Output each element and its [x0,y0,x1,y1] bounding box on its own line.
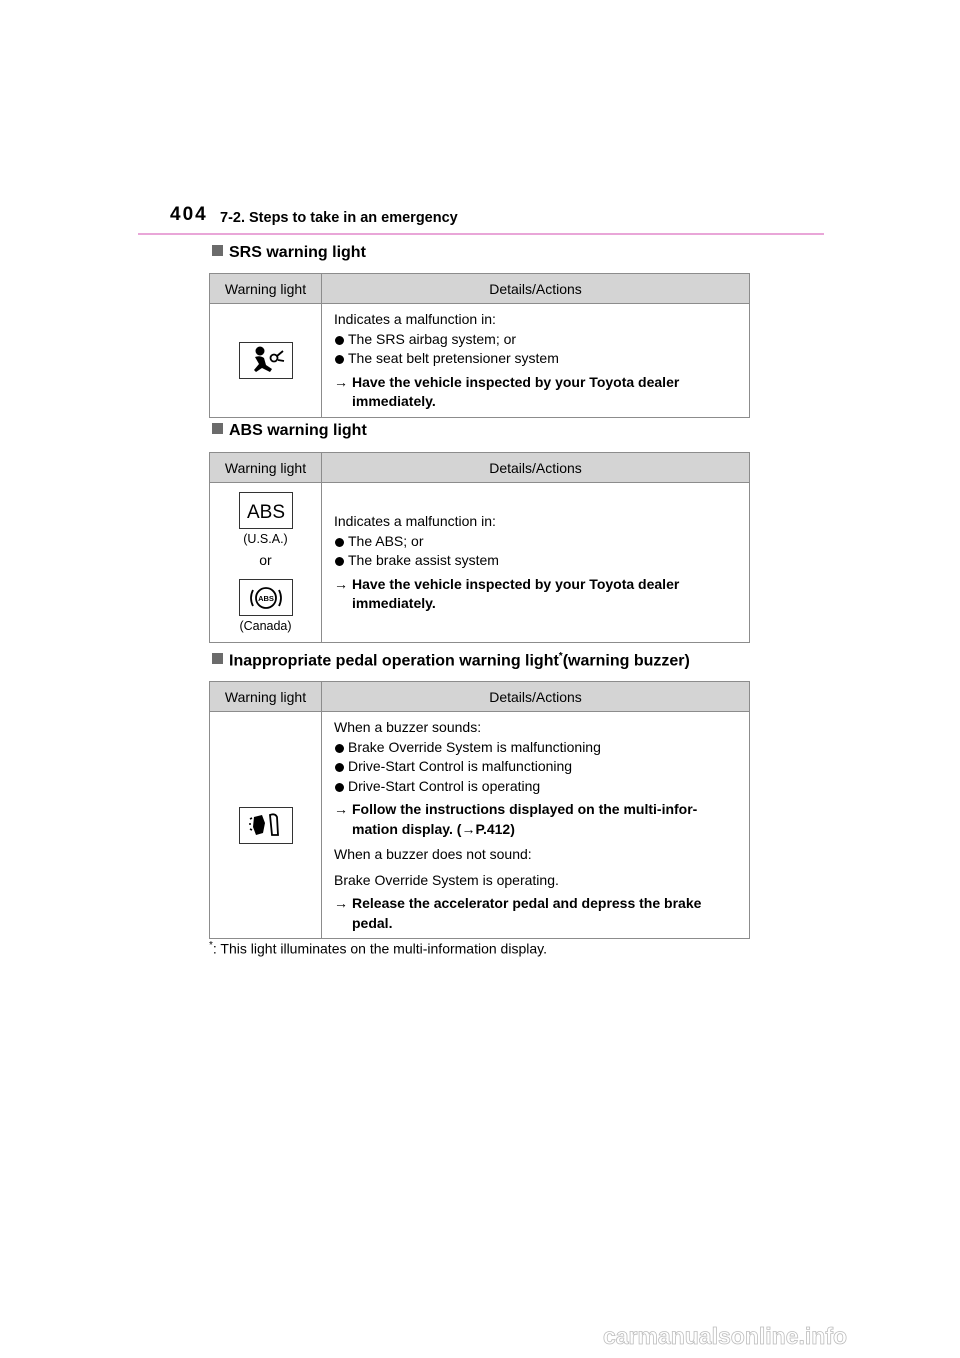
header-warning-light: Warning light [210,274,322,303]
square-bullet-icon [212,653,223,664]
srs-heading: SRS warning light [212,244,366,262]
abs-heading: ABS warning light [212,422,367,440]
table-row [210,712,749,938]
list-item: Brake Override System is malfunctioning [334,738,741,758]
chapter-title: 7-2. Steps to take in an emergency [220,210,458,226]
action-text: → Follow the instructions displayed on the multi-infor- mation display. (→P.412) [334,801,698,837]
table-header-row [210,682,749,712]
details-cell: Indicates a malfunction in: The SRS airbag system; or The seat belt pretensioner system → Have the vehicle inspected by your Toyota dealer immediately. [322,304,749,417]
action-text: → Release the accelerator pedal and depress the brake pedal. [334,895,702,931]
abs-table [209,452,750,643]
header-details-actions: Details/Actions [489,459,582,476]
list-item: Drive-Start Control is malfunctioning [334,757,741,777]
or-label: or [259,552,272,568]
header-rule [138,233,824,235]
warning-light-cell [210,483,322,642]
list-item: The brake assist system [334,551,741,571]
pedal-heading: Inappropriate pedal operation warning light*(warning buzzer) [212,651,690,670]
abs-text-icon [239,492,293,529]
abs-circle-icon [239,579,293,616]
srs-airbag-icon [239,342,293,379]
list-item: Drive-Start Control is operating [334,777,741,797]
details-cell: Indicates a malfunction in: The ABS; or The brake assist system → Have the vehicle inspected by your Toyota dealer immediately. [322,483,749,642]
list-item: The ABS; or [334,532,741,552]
page-reference-link[interactable]: P.412) [475,820,515,837]
srs-table [209,273,750,418]
list-item: The seat belt pretensioner system [334,349,741,369]
footnote: *: This light illuminates on the multi-information display. [209,940,547,957]
action-text: → Have the vehicle inspected by your Toyota dealer immediately. [334,575,680,612]
table-row [210,483,749,642]
pedal-table [209,681,750,939]
list-item: The SRS airbag system; or [334,330,741,350]
action-text: → Have the vehicle inspected by your Toyota dealer immediately. [334,373,680,409]
table-header-row [210,274,749,304]
header-details-actions: Details/Actions [489,688,582,705]
warning-light-cell [210,712,322,938]
label-usa: (U.S.A.) [243,532,288,546]
square-bullet-icon [212,423,223,434]
arrow-icon: → [461,820,476,837]
svg-text:ABS: ABS [257,593,274,603]
label-canada: (Canada) [239,619,292,633]
table-row [210,304,749,417]
warning-light-cell [210,304,322,417]
details-cell: When a buzzer sounds: Brake Override System is malfunctioning Drive-Start Control is malfunctioning Drive-Start Control is operating → Follow the instructions displayed on the multi-infor- mation display. (→P.412) When a buzzer does not sound: Brake Override System is operating. → Release the accelerator pedal and depress the brake pedal. [322,712,749,938]
table-header-row [210,453,749,483]
pedal-operation-icon [239,807,293,844]
header-details-actions: Details/Actions [489,280,582,297]
svg-text:ABS: ABS [246,501,285,523]
header-warning-light: Warning light [210,453,322,482]
svg-text:carmanualsonline.info: carmanualsonline.info [602,1323,848,1349]
header-warning-light: Warning light [210,682,322,711]
square-bullet-icon [212,245,223,256]
page-number: 404 [170,204,208,225]
